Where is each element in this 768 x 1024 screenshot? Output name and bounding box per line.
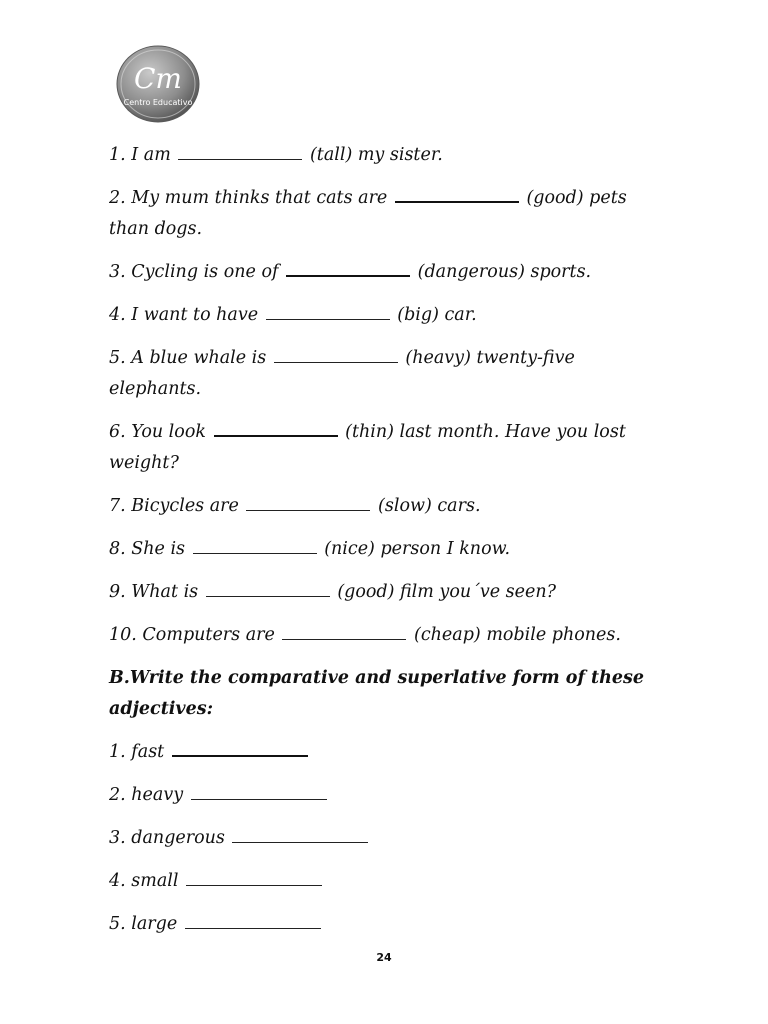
answer-blank[interactable] (395, 200, 519, 203)
adjective-item-3 (109, 823, 669, 854)
item-number: 7. (109, 496, 126, 516)
item-number: 4. (109, 871, 126, 891)
item-number: 3. (109, 828, 126, 848)
answer-blank[interactable] (246, 509, 370, 511)
answer-blank[interactable] (191, 798, 327, 800)
exercise-item-10 (109, 620, 669, 651)
answer-blank[interactable] (185, 927, 321, 929)
exercise-item-9 (109, 577, 669, 608)
item-text: You look (131, 422, 206, 442)
item-number: 5. (109, 914, 126, 934)
item-number: 8. (109, 539, 126, 559)
school-logo (115, 45, 201, 123)
adjective-item-4 (109, 866, 669, 897)
exercise-item-2 (109, 183, 669, 245)
adjective-item-5 (109, 909, 669, 940)
exercise-item-7 (109, 491, 669, 522)
item-number: 5. (109, 348, 126, 368)
item-text: She is (131, 539, 186, 559)
item-number: 4. (109, 305, 126, 325)
item-number: 1. (109, 145, 126, 165)
item-hint: (nice) person I know. (324, 539, 511, 559)
item-number: 1. (109, 742, 126, 762)
exercise-item-1 (109, 140, 669, 171)
answer-blank[interactable] (193, 552, 317, 554)
answer-blank[interactable] (172, 754, 308, 757)
item-number: 2. (109, 188, 126, 208)
item-hint: (thin) last month. Have you lost weight? (109, 422, 626, 473)
worksheet-content (109, 140, 669, 952)
adjective-item-2 (109, 780, 669, 811)
logo-monogram: Cm (134, 62, 182, 95)
answer-blank[interactable] (186, 884, 322, 886)
item-text: My mum thinks that cats are (131, 188, 388, 208)
answer-blank[interactable] (214, 434, 338, 437)
item-hint: (tall) my sister. (309, 145, 443, 165)
exercise-item-5 (109, 343, 669, 405)
item-text: I am (131, 145, 171, 165)
item-text: A blue whale is (131, 348, 267, 368)
adjective-word: heavy (131, 785, 184, 805)
adjective-word: fast (131, 742, 165, 762)
answer-blank[interactable] (178, 158, 302, 160)
item-number: 3. (109, 262, 126, 282)
exercise-item-4 (109, 300, 669, 331)
answer-blank[interactable] (282, 638, 406, 640)
item-text: I want to have (131, 305, 259, 325)
item-hint: (slow) cars. (378, 496, 481, 516)
item-number: 6. (109, 422, 126, 442)
item-text: Cycling is one of (131, 262, 279, 282)
item-hint: (heavy) twenty-five elephants. (109, 348, 575, 399)
answer-blank[interactable] (266, 318, 390, 320)
adjective-word: small (131, 871, 179, 891)
answer-blank[interactable] (206, 595, 330, 597)
item-number: 10. (109, 625, 137, 645)
adjective-item-1 (109, 737, 669, 768)
item-hint: (good) pets than dogs. (109, 188, 627, 239)
exercise-item-8 (109, 534, 669, 565)
answer-blank[interactable] (274, 361, 398, 363)
item-text: What is (131, 582, 199, 602)
answer-blank[interactable] (232, 841, 368, 843)
item-hint: (cheap) mobile phones. (414, 625, 621, 645)
logo-subtitle: Centro Educativo (123, 98, 193, 107)
section-b-heading: B.Write the comparative and superlative form of these adjectives: (109, 668, 644, 719)
item-number: 2. (109, 785, 126, 805)
item-text: Bicycles are (131, 496, 239, 516)
answer-blank[interactable] (286, 274, 410, 277)
page-number: 24 (376, 951, 392, 964)
item-number: 9. (109, 582, 126, 602)
item-hint: (big) car. (397, 305, 477, 325)
item-hint: (dangerous) sports. (417, 262, 592, 282)
item-hint: (good) film you´ve seen? (337, 582, 557, 602)
logo-emblem (115, 45, 201, 123)
adjective-word: dangerous (131, 828, 225, 848)
exercise-item-3 (109, 257, 669, 288)
adjective-word: large (131, 914, 178, 934)
exercise-item-6 (109, 417, 669, 479)
item-text: Computers are (142, 625, 275, 645)
